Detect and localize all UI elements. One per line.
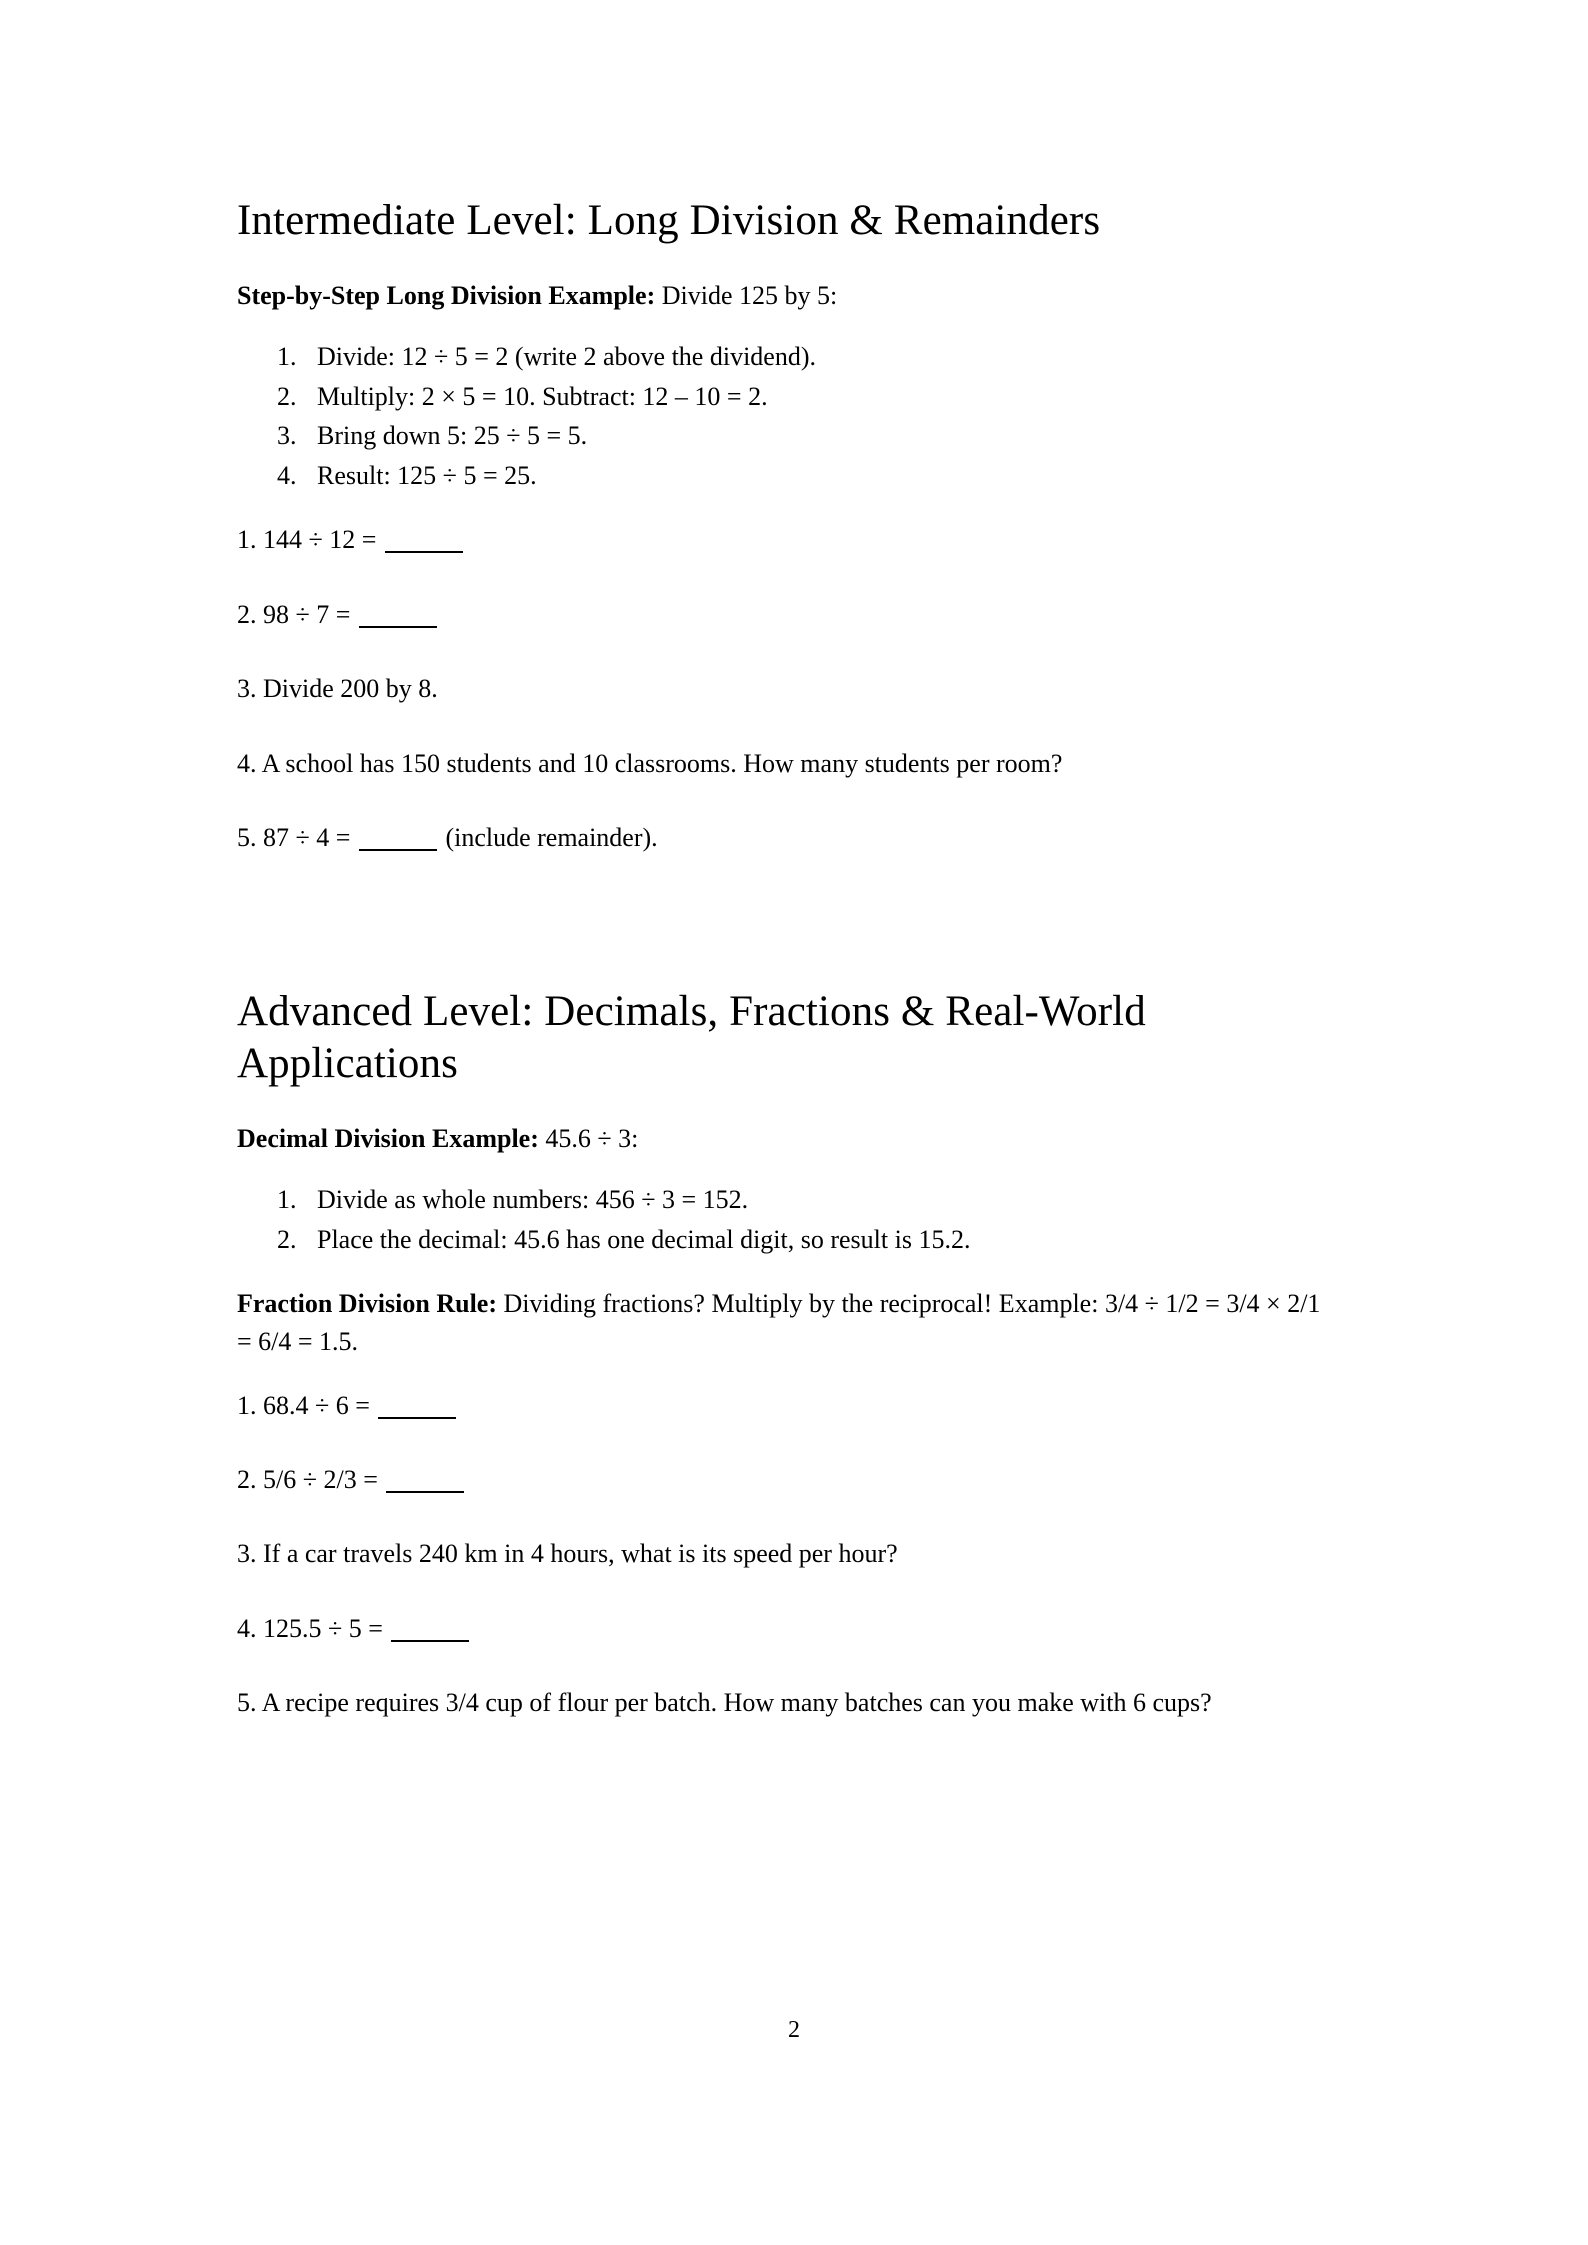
runin-text-fraction-rule: Dividing fractions? Multiply by the reciprocal! Example: 3/4 ÷ 1/2 = 3/4 × 2/1 = 6/4 = 1.5. <box>237 1289 1321 1356</box>
runin-text-decimal-division: 45.6 ÷ 3: <box>538 1124 639 1154</box>
page-number: 2 <box>788 2017 800 2043</box>
exercise-text: 3. If a car travels 240 km in 4 hours, what is its speed per hour? <box>237 1539 898 1569</box>
list-item: 3. Bring down 5: 25 ÷ 5 = 5. <box>303 416 1328 456</box>
exercise-item <box>237 819 1328 857</box>
exercise-text: 5. A recipe requires 3/4 cup of flour per batch. How many batches can you make with 6 cups? <box>237 1688 1212 1718</box>
answer-blank[interactable] <box>378 1417 456 1419</box>
runin-label-decimal-division: Decimal Division Example: <box>237 1124 539 1154</box>
exercise-text: 3. Divide 200 by 8. <box>237 674 438 704</box>
exercise-item <box>237 521 1328 559</box>
answer-blank[interactable] <box>385 551 463 553</box>
section-divider-space <box>237 858 1328 986</box>
exercise-item <box>237 1387 1328 1425</box>
answer-blank[interactable] <box>359 626 437 628</box>
exercise-text: 1. 68.4 ÷ 6 = <box>237 1390 377 1420</box>
list-item: 2. Multiply: 2 × 5 = 10. Subtract: 12 – 10 = 2. <box>303 377 1328 417</box>
steps-list-advanced <box>237 1180 1328 1259</box>
exercise-item <box>237 596 1328 634</box>
answer-blank[interactable] <box>386 1491 464 1493</box>
exercise-item <box>237 1461 1328 1499</box>
answer-blank[interactable] <box>391 1640 469 1642</box>
fraction-division-rule <box>237 1285 1328 1360</box>
runin-label-step-by-step: Step-by-Step Long Division Example: <box>237 281 656 311</box>
exercise-text-after: (include remainder). <box>438 823 658 853</box>
section-advanced <box>237 986 1328 1723</box>
exercise-item <box>237 670 1328 708</box>
list-item: 1. Divide as whole numbers: 456 ÷ 3 = 152. <box>303 1180 1328 1220</box>
exercise-item <box>237 745 1328 783</box>
exercise-item <box>237 1684 1328 1722</box>
list-item: 2. Place the decimal: 45.6 has one decimal digit, so result is 15.2. <box>303 1220 1328 1260</box>
list-item: 4. Result: 125 ÷ 5 = 25. <box>303 456 1328 496</box>
exercise-text: 2. 98 ÷ 7 = <box>237 599 357 629</box>
section-heading-advanced: Advanced Level: Decimals, Fractions & Real-World Applications <box>237 987 1146 1087</box>
exercise-item <box>237 1610 1328 1648</box>
list-item: 1. Divide: 12 ÷ 5 = 2 (write 2 above the dividend). <box>303 337 1328 377</box>
example-lead-intermediate <box>237 277 1327 315</box>
exercise-item <box>237 1535 1328 1573</box>
answer-blank[interactable] <box>359 849 437 851</box>
exercise-text: 4. 125.5 ÷ 5 = <box>237 1613 390 1643</box>
exercise-text: 5. 87 ÷ 4 = <box>237 823 357 853</box>
exercise-text: 4. A school has 150 students and 10 classrooms. How many students per room? <box>237 748 1063 778</box>
runin-label-fraction-rule: Fraction Division Rule: <box>237 1289 497 1319</box>
section-intermediate <box>237 195 1328 858</box>
example-lead-advanced <box>237 1120 1327 1158</box>
exercise-text: 2. 5/6 ÷ 2/3 = <box>237 1465 385 1495</box>
runin-text-step-by-step: Divide 125 by 5: <box>655 281 838 311</box>
exercise-text: 1. 144 ÷ 12 = <box>237 525 383 555</box>
steps-list-intermediate <box>237 337 1328 495</box>
section-heading-intermediate: Intermediate Level: Long Division & Remainders <box>237 197 1101 244</box>
